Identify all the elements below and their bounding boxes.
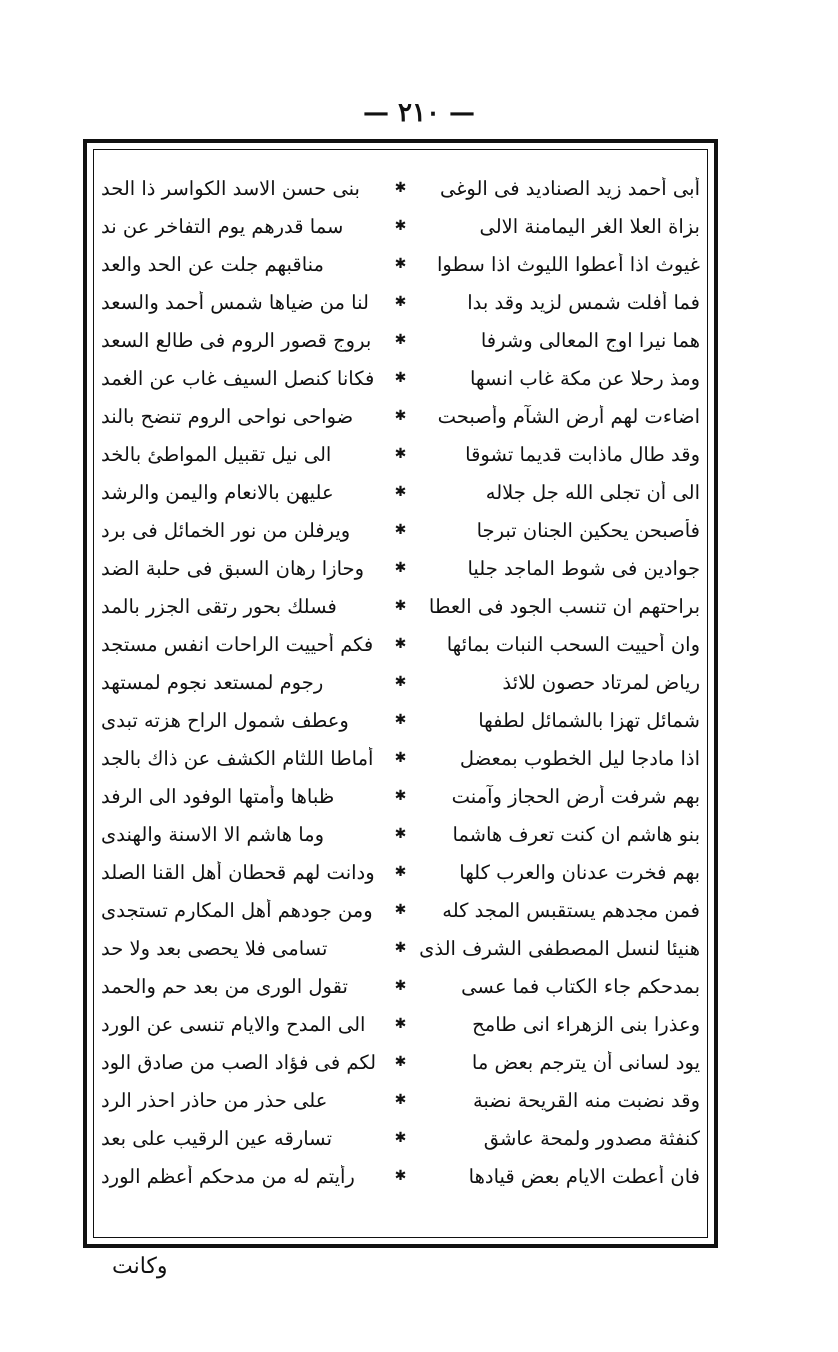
- second-hemistich: رأيتم له من مدحكم أعظم الورد: [101, 1164, 355, 1188]
- first-hemistich: فان أعطت الايام بعض قيادها: [468, 1164, 700, 1188]
- first-hemistich: يود لسانى أن يترجم بعض ما: [471, 1050, 700, 1074]
- second-hemistich: فكم أحييت الراحات انفس مستجد: [101, 632, 374, 656]
- verse-list: [101, 169, 700, 1195]
- first-hemistich: اضاءت لهم أرض الشآم وأصبحت: [437, 404, 700, 428]
- first-hemistich: الى أن تجلى الله جل جلاله: [485, 480, 700, 504]
- first-hemistich: هما نيرا اوج المعالى وشرفا: [480, 328, 700, 352]
- verse-line: [101, 321, 700, 359]
- first-hemistich: شمائل تهزا بالشمائل لطفها: [478, 708, 700, 732]
- verse-line: [101, 1119, 700, 1157]
- verse-line: [101, 169, 700, 207]
- first-hemistich: بمدحكم جاء الكتاب فما عسى: [461, 974, 700, 998]
- star-separator-icon: ✱: [394, 864, 407, 880]
- catchword: وكانت: [112, 1254, 168, 1279]
- verse-line: [101, 435, 700, 473]
- first-hemistich: بهم شرفت أرض الحجاز وآمنت: [451, 784, 700, 808]
- star-separator-icon: ✱: [394, 940, 407, 956]
- star-separator-icon: ✱: [394, 1168, 407, 1184]
- second-hemistich: ظباها وأمتها الوفود الى الرفد: [101, 784, 335, 808]
- verse-line: [101, 1157, 700, 1195]
- second-hemistich: ودانت لهم قحطان أهل القنا الصلد: [101, 860, 375, 884]
- first-hemistich: وقد نضبت منه القريحة نضبة: [472, 1088, 700, 1112]
- first-hemistich: بهم فخرت عدنان والعرب كلها: [459, 860, 700, 884]
- star-separator-icon: ✱: [394, 674, 407, 690]
- second-hemistich: أماطا اللثام الكشف عن ذاك بالجد: [101, 746, 374, 770]
- verse-line: [101, 701, 700, 739]
- verse-line: [101, 625, 700, 663]
- star-separator-icon: ✱: [394, 332, 407, 348]
- second-hemistich: بروج قصور الروم فى طالع السعد: [101, 328, 372, 352]
- verse-line: [101, 815, 700, 853]
- second-hemistich: على حذر من حاذر احذر الرد: [101, 1088, 328, 1112]
- second-hemistich: ومن جودهم أهل المكارم تستجدى: [101, 898, 373, 922]
- first-hemistich: غيوث اذا أعطوا الليوث اذا سطوا: [436, 252, 700, 276]
- star-separator-icon: ✱: [394, 1092, 407, 1108]
- first-hemistich: كنفثة مصدور ولمحة عاشق: [483, 1126, 700, 1150]
- star-separator-icon: ✱: [394, 294, 407, 310]
- verse-line: [101, 967, 700, 1005]
- star-separator-icon: ✱: [394, 826, 407, 842]
- second-hemistich: سما قدرهم يوم التفاخر عن ند: [101, 214, 344, 238]
- star-separator-icon: ✱: [394, 1130, 407, 1146]
- verse-line: [101, 549, 700, 587]
- star-separator-icon: ✱: [394, 408, 407, 424]
- verse-line: [101, 1005, 700, 1043]
- star-separator-icon: ✱: [394, 256, 407, 272]
- first-hemistich: براحتهم ان تنسب الجود فى العطا: [428, 594, 700, 618]
- poem-frame: [83, 139, 718, 1248]
- second-hemistich: رجوم لمستعد نجوم لمستهد: [101, 670, 324, 694]
- first-hemistich: اذا مادجا ليل الخطوب بمعضل: [459, 746, 700, 770]
- star-separator-icon: ✱: [394, 1054, 407, 1070]
- first-hemistich: فمن مجدهم يستقبس المجد كله: [442, 898, 700, 922]
- star-separator-icon: ✱: [394, 446, 407, 462]
- star-separator-icon: ✱: [394, 750, 407, 766]
- first-hemistich: وعذرا بنى الزهراء انى طامح: [472, 1012, 700, 1036]
- page-number: — ٢١٠ —: [362, 98, 476, 128]
- star-separator-icon: ✱: [394, 180, 407, 196]
- star-separator-icon: ✱: [394, 788, 407, 804]
- verse-line: [101, 739, 700, 777]
- star-separator-icon: ✱: [394, 560, 407, 576]
- verse-line: [101, 929, 700, 967]
- verse-line: [101, 777, 700, 815]
- first-hemistich: وان أحييت السحب النبات بمائها: [446, 632, 700, 656]
- verse-line: [101, 473, 700, 511]
- verse-line: [101, 397, 700, 435]
- second-hemistich: مناقبهم جلت عن الحد والعد: [101, 252, 324, 276]
- second-hemistich: الى المدح والايام تنسى عن الورد: [101, 1012, 366, 1036]
- verse-line: [101, 587, 700, 625]
- verse-line: [101, 853, 700, 891]
- first-hemistich: أبى أحمد زيد الصناديد فى الوغى: [439, 176, 700, 200]
- second-hemistich: بنى حسن الاسد الكواسر ذا الحد: [101, 176, 360, 200]
- star-separator-icon: ✱: [394, 522, 407, 538]
- second-hemistich: عليهن بالانعام واليمن والرشد: [101, 480, 334, 504]
- star-separator-icon: ✱: [394, 1016, 407, 1032]
- first-hemistich: فأصبحن يحكين الجنان تبرجا: [476, 518, 700, 542]
- star-separator-icon: ✱: [394, 370, 407, 386]
- first-hemistich: جوادين فى شوط الماجد جليا: [467, 556, 700, 580]
- star-separator-icon: ✱: [394, 598, 407, 614]
- second-hemistich: ويرفلن من نور الخمائل فى برد: [101, 518, 351, 542]
- first-hemistich: وقد طال ماذابت قديما تشوقا: [465, 442, 700, 466]
- star-separator-icon: ✱: [394, 484, 407, 500]
- second-hemistich: لكم فى فؤاد الصب من صادق الود: [101, 1050, 377, 1074]
- second-hemistich: وحازا رهان السبق فى حلبة الضد: [101, 556, 365, 580]
- star-separator-icon: ✱: [394, 712, 407, 728]
- verse-line: [101, 245, 700, 283]
- second-hemistich: ضواحى نواحى الروم تنضح بالند: [101, 404, 354, 428]
- star-separator-icon: ✱: [394, 636, 407, 652]
- first-hemistich: بنو هاشم ان كنت تعرف هاشما: [452, 822, 700, 846]
- verse-line: [101, 663, 700, 701]
- verse-line: [101, 1081, 700, 1119]
- verse-line: [101, 359, 700, 397]
- first-hemistich: بزاة العلا الغر اليمامنة الالى: [479, 214, 700, 238]
- first-hemistich: فما أفلت شمس لزيد وقد بدا: [467, 290, 700, 314]
- second-hemistich: وما هاشم الا الاسنة والهندى: [101, 822, 325, 846]
- verse-line: [101, 891, 700, 929]
- star-separator-icon: ✱: [394, 978, 407, 994]
- verse-line: [101, 511, 700, 549]
- first-hemistich: هنيئا لنسل المصطفى الشرف الذى: [419, 936, 700, 960]
- verse-line: [101, 207, 700, 245]
- second-hemistich: تقول الورى من بعد حم والحمد: [101, 974, 348, 998]
- star-separator-icon: ✱: [394, 218, 407, 234]
- first-hemistich: رياض لمرتاد حصون للائذ: [502, 670, 700, 694]
- verse-line: [101, 1043, 700, 1081]
- second-hemistich: فكانا كنصل السيف غاب عن الغمد: [101, 366, 375, 390]
- second-hemistich: فسلك بحور رتقى الجزر بالمد: [101, 594, 337, 618]
- second-hemistich: وعطف شمول الراح هزته تبدى: [101, 708, 349, 732]
- second-hemistich: تسامى فلا يحصى بعد ولا حد: [101, 936, 328, 960]
- second-hemistich: لنا من ضياها شمس أحمد والسعد: [101, 290, 369, 314]
- second-hemistich: الى نيل تقبيل المواطئ بالخد: [101, 442, 332, 466]
- star-separator-icon: ✱: [394, 902, 407, 918]
- verse-line: [101, 283, 700, 321]
- first-hemistich: ومذ رحلا عن مكة غاب انسها: [469, 366, 700, 390]
- second-hemistich: تسارقه عين الرقيب على بعد: [101, 1126, 333, 1150]
